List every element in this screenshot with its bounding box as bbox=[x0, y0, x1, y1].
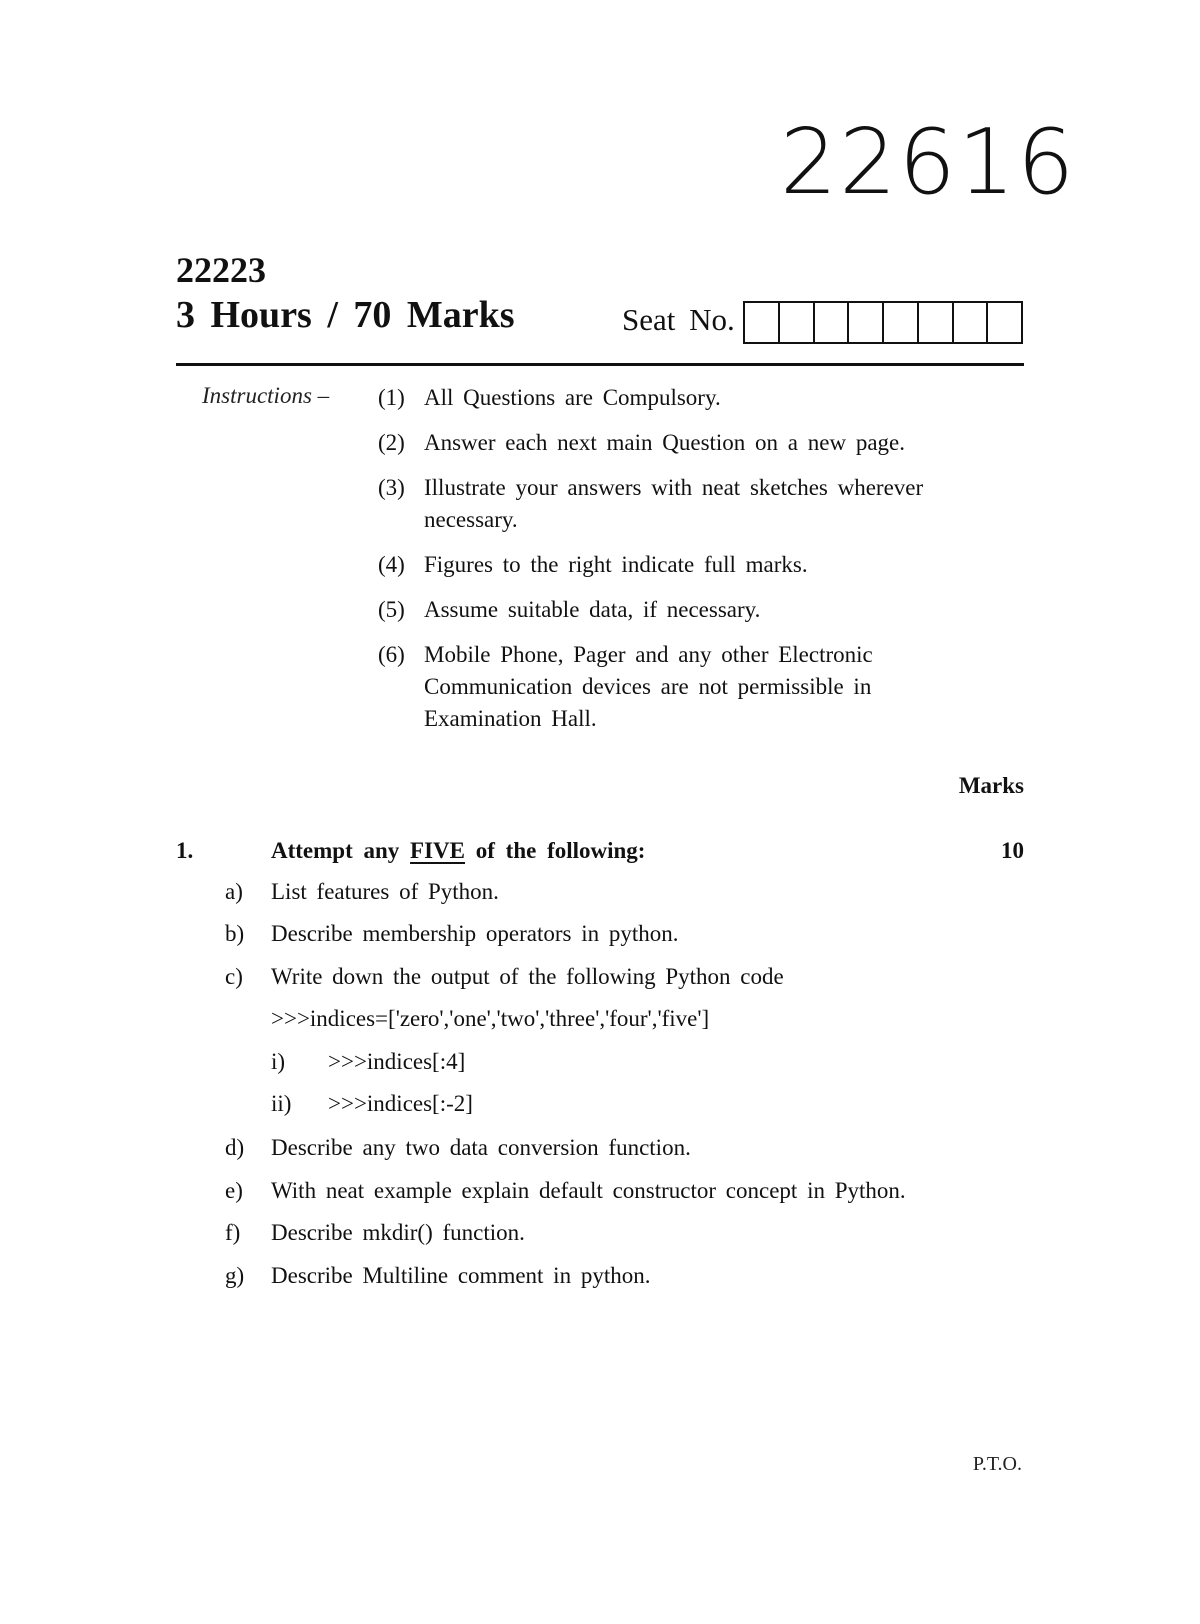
seat-box bbox=[954, 303, 989, 342]
instruction-number: (4) bbox=[378, 552, 405, 577]
part-text: Describe Multiline comment in python. bbox=[271, 1263, 651, 1288]
part-label: f) bbox=[225, 1220, 241, 1245]
seat-box bbox=[988, 303, 1021, 342]
instructions-list bbox=[378, 382, 998, 748]
page-turn-note: P.T.O. bbox=[972, 1453, 1022, 1475]
question-number: 1. bbox=[176, 838, 194, 863]
code-part-text: >>>indices[:-2] bbox=[328, 1091, 473, 1116]
part-text: Describe membership operators in python. bbox=[271, 921, 679, 946]
instructions-label: Instructions – bbox=[202, 383, 330, 408]
instruction-number: (1) bbox=[378, 385, 405, 410]
question-marks: 10 bbox=[1001, 838, 1024, 863]
question-title-emphasis: FIVE bbox=[410, 838, 465, 863]
instruction-item bbox=[378, 427, 998, 459]
instruction-text: Answer each next main Question on a new page. bbox=[424, 430, 905, 455]
instruction-text: Illustrate your answers with neat sketches wherever necessary. bbox=[424, 475, 924, 532]
instruction-text: Assume suitable data, if necessary. bbox=[424, 597, 761, 622]
instruction-number: (6) bbox=[378, 642, 405, 667]
seat-number-boxes bbox=[743, 301, 1023, 344]
part-text: List features of Python. bbox=[271, 879, 499, 904]
question-title-prefix: Attempt any bbox=[271, 838, 400, 863]
instruction-item bbox=[378, 472, 998, 536]
seat-number-label: Seat No. bbox=[622, 302, 735, 337]
instruction-item bbox=[378, 382, 998, 414]
seat-box bbox=[745, 303, 780, 342]
instruction-item bbox=[378, 639, 998, 735]
seat-box bbox=[780, 303, 815, 342]
seat-box bbox=[815, 303, 850, 342]
part-label: a) bbox=[225, 879, 243, 904]
seat-box bbox=[884, 303, 919, 342]
part-text: Write down the output of the following Python code bbox=[271, 964, 784, 989]
duration-marks: 3 Hours / 70 Marks bbox=[176, 294, 515, 336]
question-title-suffix: of the following: bbox=[475, 838, 646, 863]
part-text: Describe mkdir() function. bbox=[271, 1220, 525, 1245]
part-text: With neat example explain default constructor concept in Python. bbox=[271, 1178, 906, 1203]
question-title bbox=[271, 838, 645, 864]
instruction-text: Figures to the right indicate full marks. bbox=[424, 552, 808, 577]
instruction-item bbox=[378, 594, 998, 626]
instruction-text: Mobile Phone, Pager and any other Electronic Communication devices are not permissible in Examination Hall. bbox=[424, 642, 873, 731]
code-part-label: ii) bbox=[271, 1091, 292, 1116]
instruction-number: (5) bbox=[378, 597, 405, 622]
paper-code: 22223 bbox=[176, 250, 266, 290]
instruction-number: (3) bbox=[378, 475, 405, 500]
code-part-label: i) bbox=[271, 1049, 286, 1074]
instruction-item bbox=[378, 549, 998, 581]
code-line: >>>indices=['zero','one','two','three','four','five'] bbox=[271, 1006, 710, 1031]
marks-column-heading: Marks bbox=[958, 773, 1024, 798]
part-label: d) bbox=[225, 1135, 245, 1160]
part-label: b) bbox=[225, 921, 245, 946]
code-part-text: >>>indices[:4] bbox=[328, 1049, 466, 1074]
subject-code: 22616 bbox=[780, 110, 1077, 215]
part-label: e) bbox=[225, 1178, 243, 1203]
instruction-number: (2) bbox=[378, 430, 405, 455]
seat-box bbox=[849, 303, 884, 342]
header-divider bbox=[176, 363, 1024, 366]
seat-box bbox=[919, 303, 954, 342]
instruction-text: All Questions are Compulsory. bbox=[424, 385, 721, 410]
part-text: Describe any two data conversion function. bbox=[271, 1135, 691, 1160]
part-label: g) bbox=[225, 1263, 245, 1288]
part-label: c) bbox=[225, 964, 243, 989]
